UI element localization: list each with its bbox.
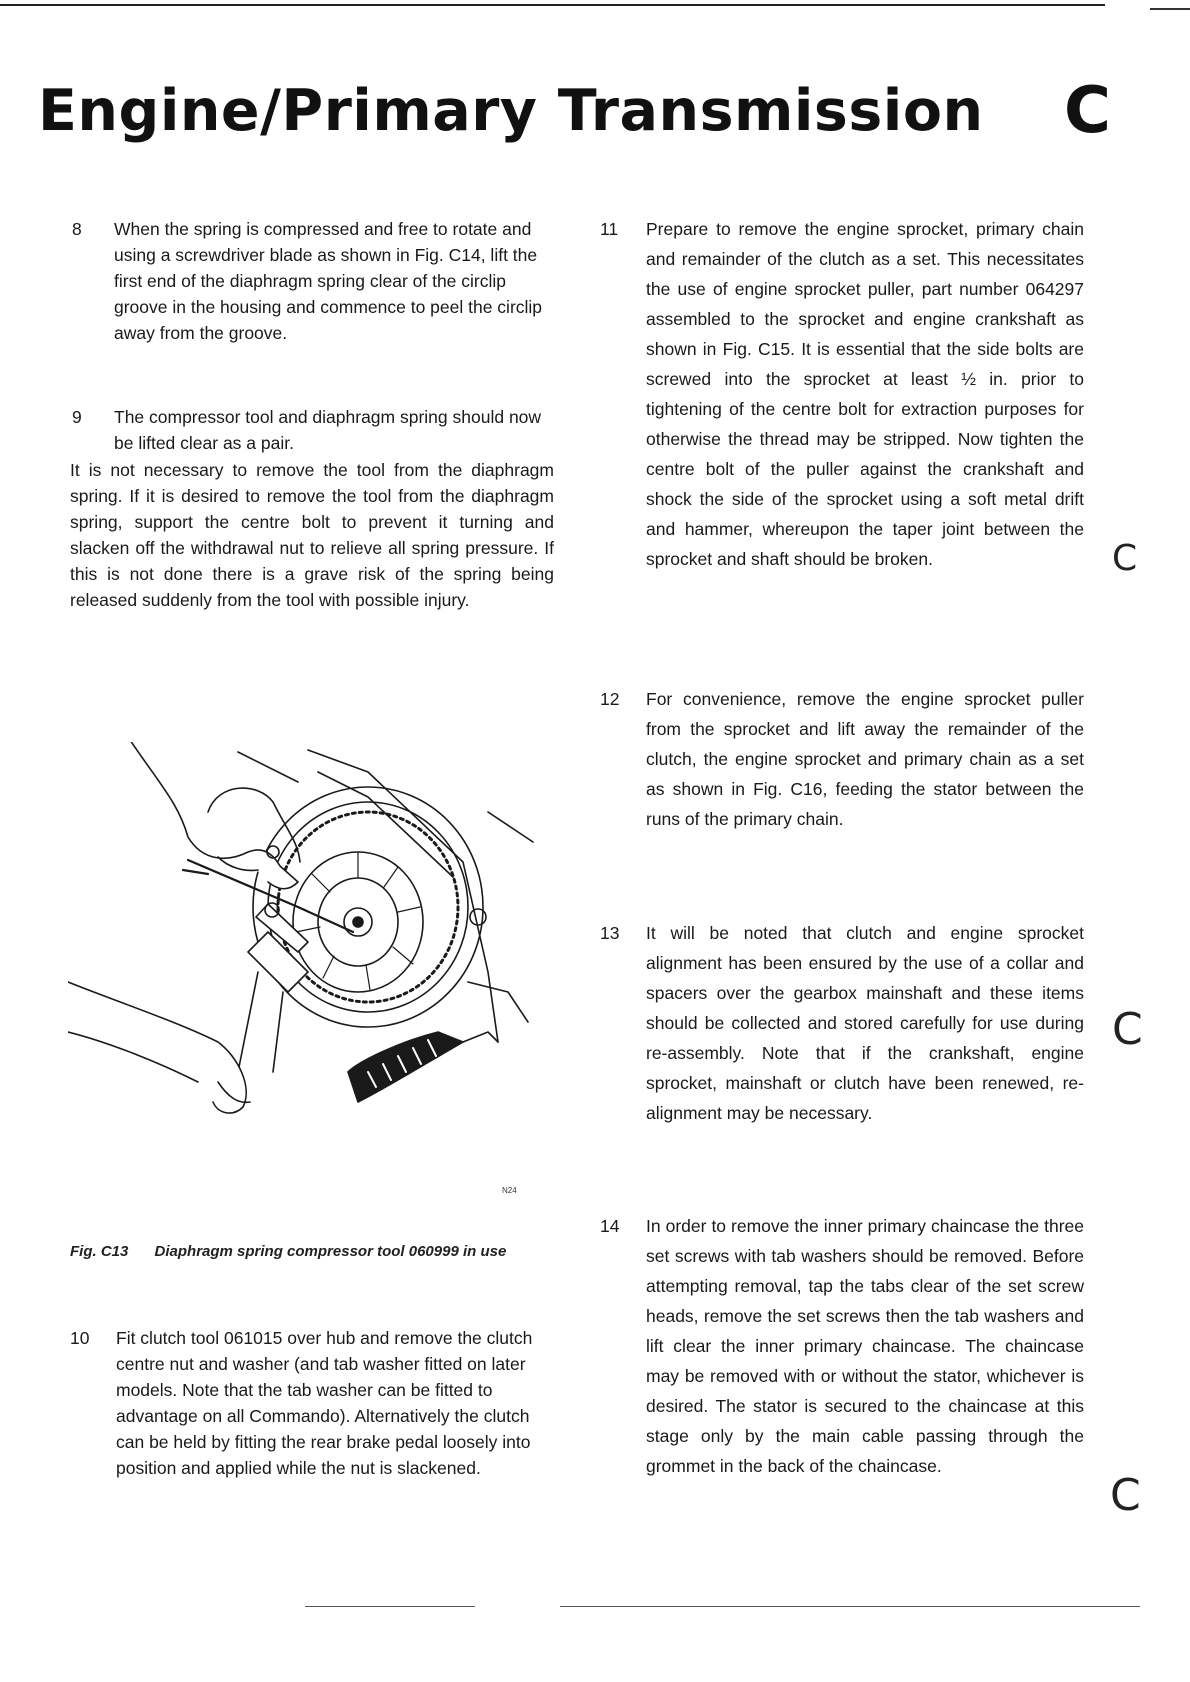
- step-12: [600, 684, 1084, 834]
- margin-mark-c: C: [1112, 1004, 1143, 1055]
- figure-caption: [70, 1243, 506, 1260]
- step-number: 11: [600, 219, 619, 239]
- step-text: The compressor tool and diaphragm spring should now be lifted clear as a pair.: [114, 407, 542, 453]
- margin-mark-c: C: [1112, 538, 1138, 579]
- step-11: [600, 214, 1084, 574]
- step-number: 8: [72, 219, 82, 239]
- top-rule: [0, 4, 1105, 6]
- caption-id: Fig. C13: [70, 1243, 129, 1260]
- figure-c13-illustration: [68, 742, 538, 1212]
- figure-ref-code: N24: [502, 1186, 517, 1195]
- step-8: [72, 216, 554, 346]
- step-text: Fit clutch tool 061015 over hub and remove the clutch centre nut and washer (and tab washer fitted on later models. Note that the tab washer can be fitted to advantage on all Commando). Alternatively the clutch can be held by fitting the rear brake pedal loosely into position and applied while the nut is slackened.: [116, 1328, 533, 1478]
- margin-mark-c: C: [1110, 1470, 1141, 1521]
- step-10: [70, 1325, 558, 1481]
- step-text: For convenience, remove the engine sprocket puller from the sprocket and lift away the remainder of the clutch, the engine sprocket and primary chain as a set as shown in Fig. C16, feeding the stator between the runs of the primary chain.: [646, 689, 1084, 829]
- step-text: Prepare to remove the engine sprocket, primary chain and remainder of the clutch as a set. This necessitates the use of engine sprocket puller, part number 064297 assembled to the sprocket and engine crankshaft as shown in Fig. C15. It is essential that the side bolts are screwed into the sprocket at least ½ in. prior to tightening of the centre bolt for extraction purposes for otherwise the thread may be stripped. Now tighten the centre bolt of the puller against the crankshaft and shock the side of the sprocket using a soft metal drift and hammer, whereupon the taper joint between the sprocket and shaft should be broken.: [646, 219, 1084, 569]
- step-number: 10: [70, 1328, 90, 1348]
- step-number: 12: [600, 689, 620, 709]
- page-title: Engine/Primary Transmission: [38, 78, 984, 144]
- step-number: 9: [72, 407, 82, 427]
- step-number: 13: [600, 923, 620, 943]
- section-letter: C: [1064, 74, 1111, 148]
- top-rule-right: [1150, 8, 1190, 10]
- step-text: When the spring is compressed and free to rotate and using a screwdriver blade as shown in Fig. C14, lift the first end of the diaphragm spring clear of the circlip groove in the housing and commence to peel the circlip away from the groove.: [114, 219, 543, 343]
- step-9-continuation: It is not necessary to remove the tool from the diaphragm spring. If it is desired to remove the tool from the diaphragm spring, support the centre bolt to prevent it turning and slacken off the withdrawal nut to relieve all spring pressure. If this is not done there is a grave risk of the spring being released suddenly from the tool with possible injury.: [70, 460, 554, 610]
- step-text: In order to remove the inner primary chaincase the three set screws with tab washers should be removed. Before attempting removal, tap the tabs clear of the set screw heads, remove the set screws then the tab washers and lift clear the inner primary chaincase. The chaincase may be removed with or without the stator, whichever is desired. The stator is secured to the chaincase at this stage only by the main cable passing through the grommet in the back of the chaincase.: [646, 1216, 1084, 1476]
- step-text: It will be noted that clutch and engine sprocket alignment has been ensured by the use of a collar and spacers over the gearbox mainshaft and these items should be collected and stored carefully for use during re-assembly. Note that if the crankshaft, engine sprocket, mainshaft or clutch have been renewed, re-alignment may be necessary.: [646, 923, 1084, 1123]
- caption-text: Diaphragm spring compressor tool 060999 in use: [154, 1243, 507, 1260]
- step-number: 14: [600, 1216, 620, 1236]
- step-13: [600, 918, 1084, 1128]
- footer-rule: [560, 1606, 1140, 1607]
- step-14: [600, 1211, 1084, 1481]
- footer-rule: [305, 1606, 475, 1607]
- step-9: [72, 404, 554, 456]
